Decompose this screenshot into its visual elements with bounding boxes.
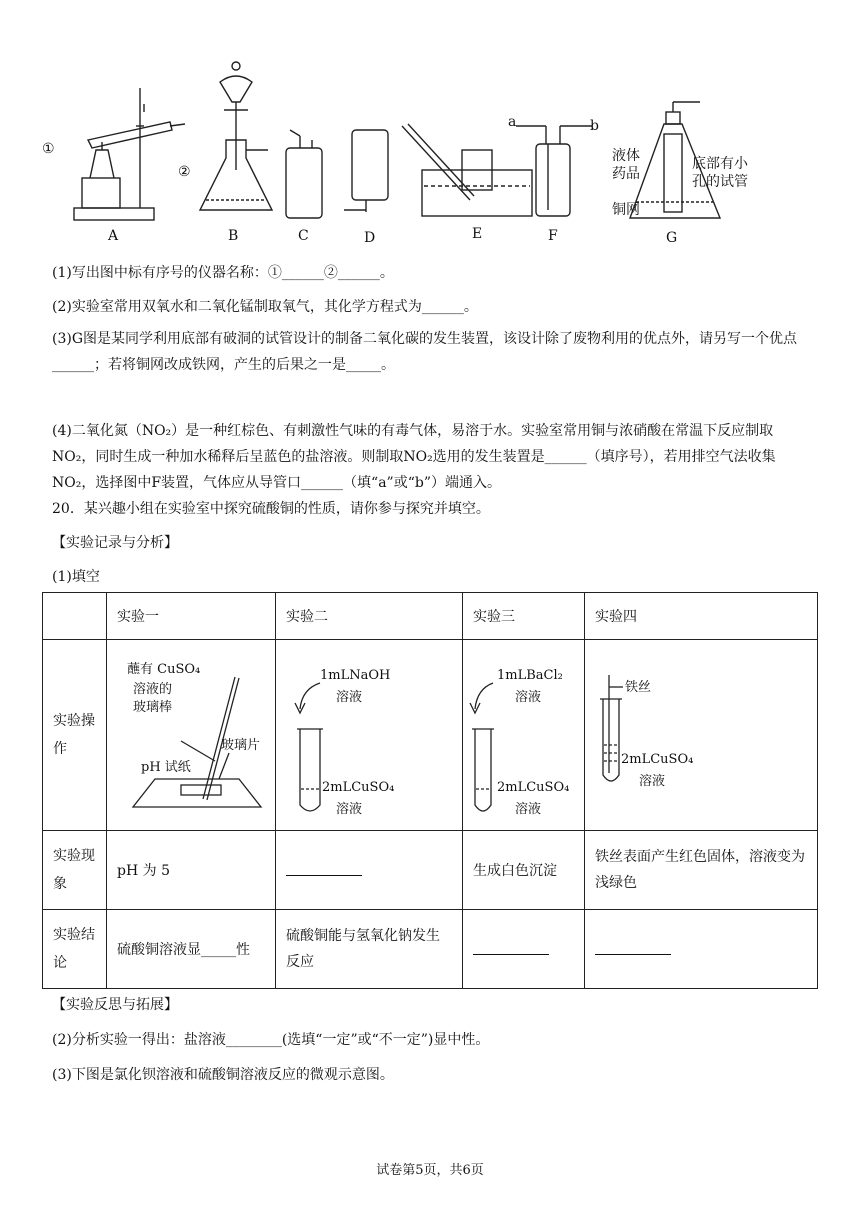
apparatus-a (74, 88, 185, 220)
exp3-diagram (467, 649, 583, 817)
exp1-l5: 玻璃片 (221, 738, 261, 753)
exp1-l4: pH 试纸 (141, 760, 191, 775)
exp4-top1: 铁丝 (625, 680, 652, 695)
page-footer: 试卷第5页，共6页 (376, 1163, 484, 1178)
label-b: B (228, 228, 239, 244)
row-label-conclusion: 实验结论 (43, 910, 107, 989)
question-4: (4)二氧化氮（NO₂）是一种红棕色、有刺激性气味的有毒气体，易溶于水。实验室常用铜与浓硝酸在常温下反应制取NO₂，同时生成一种加水稀释后呈蓝色的盐溶液。则制取NO₂选用的发生装置是______（填序号），若用排空气法收集NO₂，选择图中F装置，气体应从导管口______（填“a”或“b”）端通入。 (52, 423, 776, 491)
g-liquid-1: 液体 (612, 148, 640, 164)
table-header-row (43, 593, 818, 640)
operation-row (43, 640, 818, 831)
g-liquid-2: 药品 (612, 166, 640, 182)
g-tube-2: 孔的试管 (692, 174, 748, 190)
exp2-diagram-cell (276, 640, 463, 831)
exp3-bottom1: 2mLCuSO₄ (497, 780, 570, 795)
apparatus-d (344, 130, 388, 212)
port-b: b (590, 118, 599, 134)
question-20: 20．某兴趣小组在实验室中探究硫酸铜的性质，请你参与探究并填空。 (52, 501, 490, 517)
header-exp1: 实验一 (107, 593, 276, 640)
exp4-bottom2: 溶液 (639, 774, 666, 789)
conclusion-exp2: 硫酸铜能与氢氧化钠发生反应 (276, 910, 463, 989)
row-label-operation: 实验操作 (43, 640, 107, 831)
exp2-top2: 溶液 (336, 690, 363, 705)
phenomenon-exp2 (276, 831, 463, 910)
experiment-table (42, 592, 818, 989)
exp2-bottom1: 2mLCuSO₄ (322, 780, 395, 795)
conclusion-exp3 (463, 910, 585, 989)
apparatus-f (516, 126, 592, 216)
g-mesh: 铜网 (612, 202, 640, 218)
label-e: E (472, 226, 483, 242)
question-2b: (2)分析实验一得出：盐溶液________(选填“一定”或“不一定”)显中性。 (52, 1032, 490, 1048)
exp3-top2: 溶液 (515, 690, 542, 705)
conclusion-exp1: 硫酸铜溶液显_____性 (107, 910, 276, 989)
label-g: G (666, 230, 678, 246)
row-label-phenomenon: 实验现象 (43, 831, 107, 910)
exp4-bottom1: 2mLCuSO₄ (621, 752, 694, 767)
exp3-bottom2: 溶液 (515, 802, 542, 817)
header-exp4: 实验四 (585, 593, 818, 640)
marker-2: ② (178, 164, 191, 180)
exp4-diagram (589, 649, 814, 817)
exp1-l3: 玻璃棒 (133, 700, 173, 715)
phenomenon-exp1: pH 为 5 (107, 831, 276, 910)
exp4-diagram-cell (585, 640, 818, 831)
label-f: F (548, 228, 558, 244)
section-reflection: 【实验反思与拓展】 (52, 997, 178, 1013)
label-c: C (298, 228, 309, 244)
exp1-diagram (111, 649, 271, 817)
question-1: (1)写出图中标有序号的仪器名称：①______②______。 (52, 265, 394, 281)
header-exp3: 实验三 (463, 593, 585, 640)
conclusion-exp4 (585, 910, 818, 989)
fill-label: (1)填空 (52, 569, 100, 585)
label-a: A (108, 228, 119, 244)
exp1-l2: 溶液的 (133, 682, 173, 697)
marker-1: ① (42, 141, 55, 157)
apparatus-b (200, 62, 272, 210)
section-record: 【实验记录与分析】 (52, 535, 178, 551)
question-3: (3)G图是某同学利用底部有破洞的试管设计的制备二氧化碳的发生装置，该设计除了废物利用的优点外，请另写一个优点______；若将铜网改成铁网，产生的后果之一是_____。 (52, 331, 798, 373)
question-3b: (3)下图是氯化钡溶液和硫酸铜溶液反应的微观示意图。 (52, 1067, 394, 1083)
phenomenon-row (43, 831, 818, 910)
answer-blank (473, 940, 549, 955)
header-cell (43, 593, 107, 640)
conclusion-row (43, 910, 818, 989)
question-2: (2)实验室常用双氧水和二氧化锰制取氧气，其化学方程式为______。 (52, 299, 478, 315)
g-tube-1: 底部有小 (692, 156, 748, 172)
exp1-diagram-cell (107, 640, 276, 831)
phenomenon-exp4: 铁丝表面产生红色固体，溶液变为浅绿色 (585, 831, 818, 910)
apparatus-figure (40, 40, 820, 262)
exp1-l1: 蘸有 CuSO₄ (127, 662, 201, 677)
exp2-diagram (280, 649, 460, 817)
answer-blank (595, 940, 671, 955)
port-a: a (508, 114, 517, 130)
apparatus-e (402, 124, 532, 216)
label-d: D (364, 230, 376, 246)
apparatus-c (286, 130, 322, 218)
exp3-diagram-cell (463, 640, 585, 831)
exp3-top1: 1mLBaCl₂ (497, 668, 563, 683)
phenomenon-exp3: 生成白色沉淀 (463, 831, 585, 910)
exp2-top1: 1mLNaOH (320, 668, 391, 683)
exp2-bottom2: 溶液 (336, 802, 363, 817)
header-exp2: 实验二 (276, 593, 463, 640)
answer-blank (286, 861, 362, 876)
